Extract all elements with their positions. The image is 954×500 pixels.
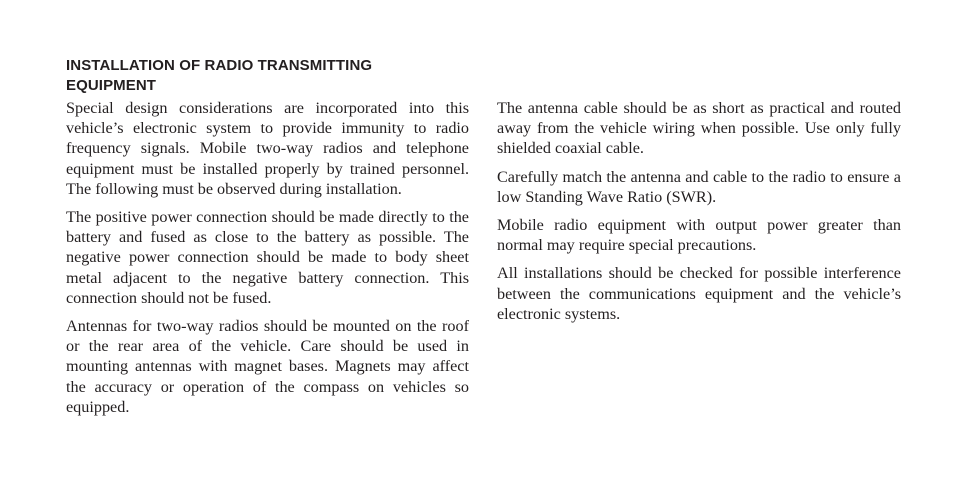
- section-heading-line-2: EQUIPMENT: [66, 77, 157, 94]
- paragraph-interference-check: All installations should be checked for possible interference between the communications equipment and the vehicle’s electronic systems.: [497, 264, 901, 323]
- paragraph-special-design: Special design considerations are incorporated into this vehicle’s electronic system to provide immunity to radio frequency signals. Mobile two-way radios and telephone equipment must be installed properly by trained personnel. The following must be observed during installation.: [66, 99, 469, 198]
- section-heading: [66, 56, 466, 96]
- paragraph-power-connection: The positive power connection should be made directly to the battery and fused as close to the battery as possible. The negative power connection should be made to body sheet metal adjacent to the negative battery connection. This connection should not be fused.: [66, 208, 469, 307]
- paragraph-antenna-cable: The antenna cable should be as short as practical and routed away from the vehicle wiring when possible. Use only fully shielded coaxial cable.: [497, 99, 901, 158]
- section-heading-line-1: INSTALLATION OF RADIO TRANSMITTING: [66, 57, 373, 74]
- right-text-column: [497, 98, 901, 332]
- paragraph-swr-matching: Carefully match the antenna and cable to the radio to ensure a low Standing Wave Ratio (SWR).: [497, 167, 901, 206]
- paragraph-output-power: Mobile radio equipment with output power greater than normal may require special precautions.: [497, 216, 901, 255]
- paragraph-antenna-mounting: Antennas for two-way radios should be mounted on the roof or the rear area of the vehicle. Care should be used in mounting antennas with magnet bases. Magnets may affect the accuracy or operation of the compass on vehicles so equipped.: [66, 317, 469, 416]
- left-text-column: [66, 98, 469, 425]
